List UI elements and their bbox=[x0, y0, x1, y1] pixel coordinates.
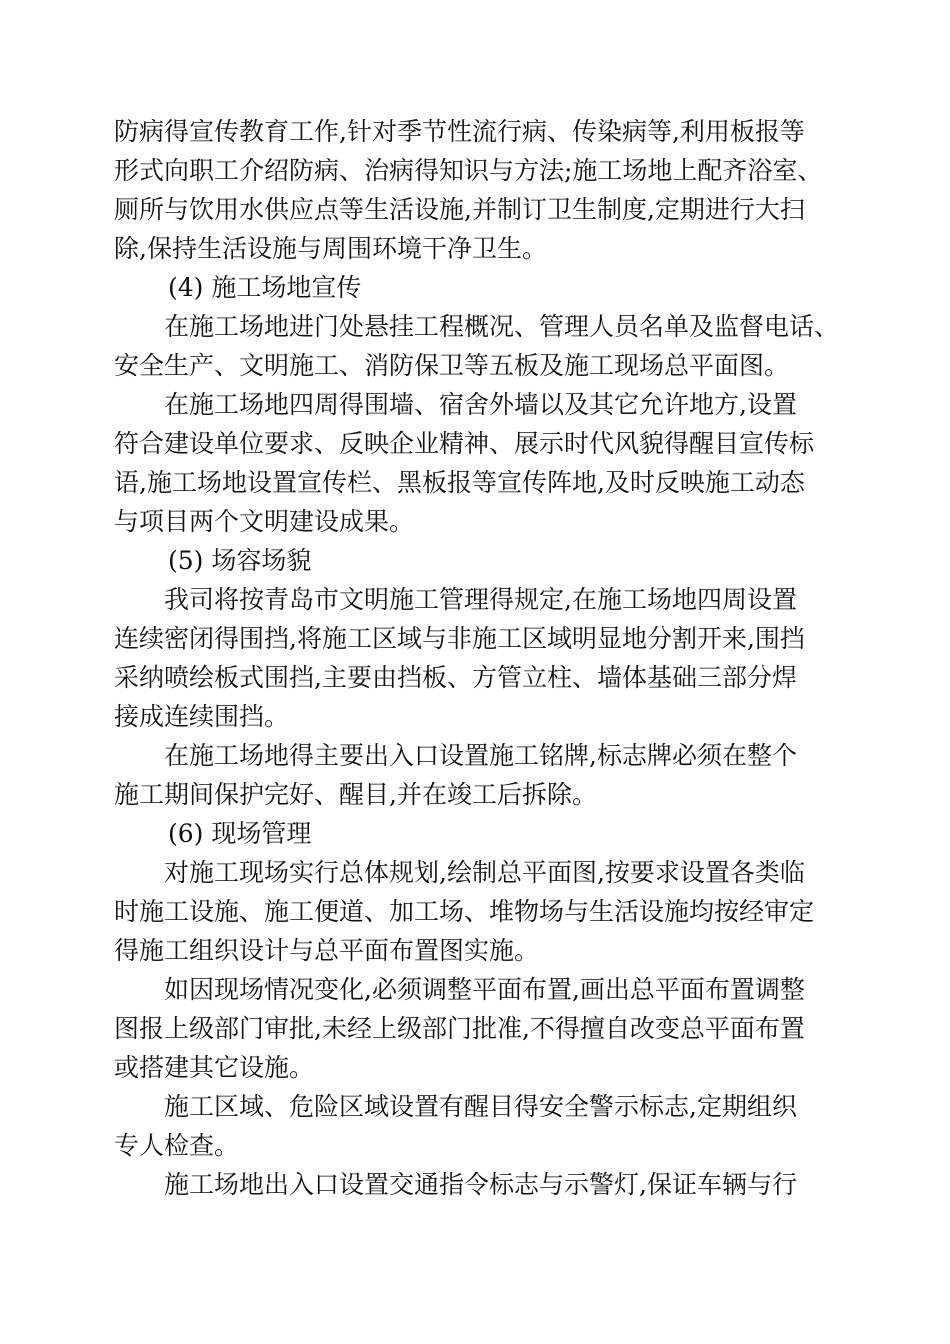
text-line: 或搭建其它设施。 bbox=[114, 1053, 315, 1082]
text-line: 施工场地出入口设置交通指令标志与示警灯,保证车辆与行 bbox=[164, 1170, 797, 1199]
text-line: 专人检查。 bbox=[114, 1131, 240, 1160]
paragraph-warning-signs bbox=[114, 1087, 854, 1165]
paragraph-nameplate bbox=[114, 736, 854, 814]
section-heading-site-publicity: (4) 施工场地宣传 bbox=[168, 273, 362, 302]
text-line: 采纳喷绘板式围挡,主要由挡板、方管立柱、墙体基础三部分焊 bbox=[114, 663, 797, 692]
text-line: 除,保持生活设施与周围环境干净卫生。 bbox=[114, 234, 547, 263]
text-line: 施工期间保护完好、醒目,并在竣工后拆除。 bbox=[114, 780, 597, 809]
paragraph-traffic-signs bbox=[114, 1165, 854, 1204]
section-heading-site-appearance: (5) 场容场貌 bbox=[168, 546, 312, 575]
text-line: 厕所与饮用水供应点等生活设施,并制订卫生制度,定期进行大扫 bbox=[114, 195, 805, 224]
text-line: 在施工场地得主要出入口设置施工铭牌,标志牌必须在整个 bbox=[164, 741, 797, 770]
section-heading-site-management: (6) 现场管理 bbox=[168, 819, 312, 848]
text-line: 得施工组织设计与总平面布置图实施。 bbox=[114, 936, 540, 965]
text-line: 安全生产、文明施工、消防保卫等五板及施工现场总平面图。 bbox=[114, 351, 790, 380]
text-line: 语,施工场地设置宣传栏、黑板报等宣传阵地,及时反映施工动态 bbox=[114, 468, 805, 497]
paragraph-disease-prevention bbox=[114, 112, 854, 268]
text-line: 如因现场情况变化,必须调整平面布置,画出总平面布置调整 bbox=[164, 975, 805, 1004]
text-line: 在施工场地四周得围墙、宿舍外墙以及其它允许地方,设置 bbox=[164, 390, 797, 419]
text-line: 形式向职工介绍防病、治病得知识与方法;施工场地上配齐浴室、 bbox=[114, 156, 823, 185]
text-line: 图报上级部门审批,未经上级部门批准,不得擅自改变总平面布置 bbox=[114, 1014, 805, 1043]
paragraph-slogans bbox=[114, 385, 854, 541]
paragraph-overall-planning bbox=[114, 853, 854, 970]
text-line: 我司将按青岛市文明施工管理得规定,在施工场地四周设置 bbox=[164, 585, 797, 614]
text-line: 与项目两个文明建设成果。 bbox=[114, 507, 415, 536]
paragraph-layout-adjustment bbox=[114, 970, 854, 1087]
text-line: 防病得宣传教育工作,针对季节性流行病、传染病等,利用板报等 bbox=[114, 117, 805, 146]
text-line: 在施工场地进门处悬挂工程概况、管理人员名单及监督电话、 bbox=[164, 312, 840, 341]
text-line: 符合建设单位要求、反映企业精神、展示时代风貌得醒目宣传标 bbox=[114, 429, 815, 458]
paragraph-entrance-boards bbox=[114, 307, 854, 385]
text-line: 接成连续围挡。 bbox=[114, 702, 290, 731]
document-body bbox=[114, 112, 854, 1204]
text-line: 连续密闭得围挡,将施工区域与非施工区域明显地分割开来,围挡 bbox=[114, 624, 805, 653]
paragraph-enclosure bbox=[114, 580, 854, 736]
text-line: 施工区域、危险区域设置有醒目得安全警示标志,定期组织 bbox=[164, 1092, 797, 1121]
text-line: 时施工设施、施工便道、加工场、堆物场与生活设施均按经审定 bbox=[114, 897, 815, 926]
text-line: 对施工现场实行总体规划,绘制总平面图,按要求设置各类临 bbox=[164, 858, 805, 887]
